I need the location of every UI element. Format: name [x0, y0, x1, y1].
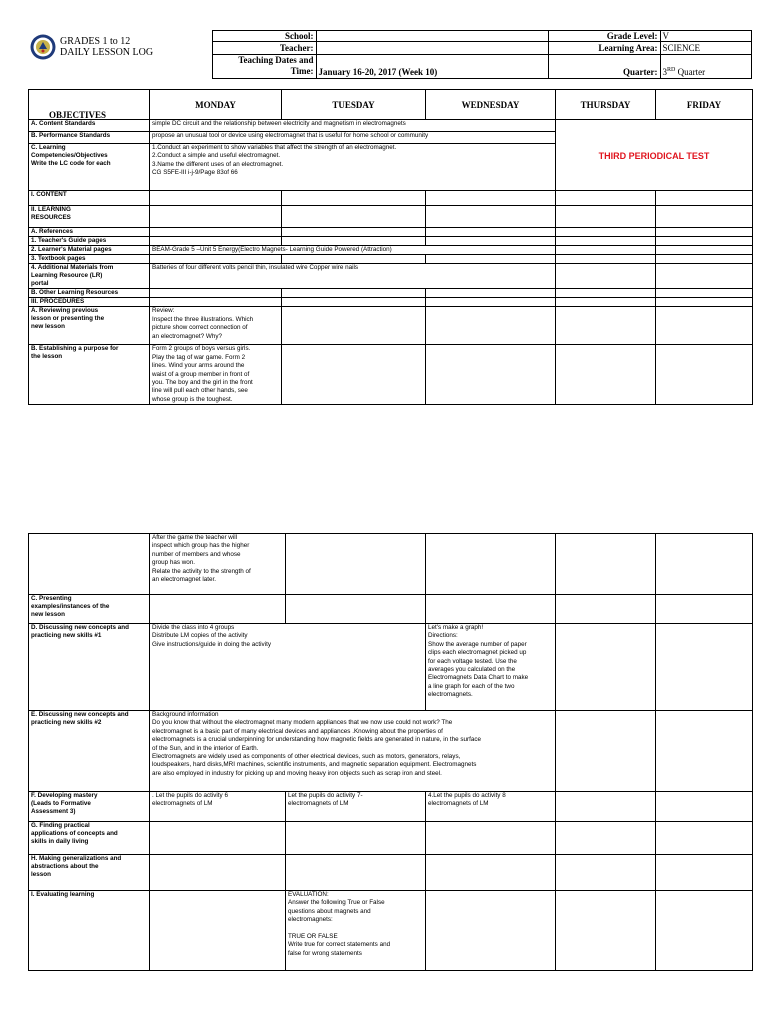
cell-line: E. Discussing new concepts and — [31, 711, 129, 718]
table-row — [29, 624, 753, 711]
cell-line: EVALUATION: — [288, 891, 329, 898]
table-row — [29, 206, 753, 228]
monday-cell[interactable] — [150, 228, 282, 237]
wednesday-cell[interactable] — [426, 595, 556, 624]
monday-cell[interactable] — [150, 345, 282, 405]
cell-line: for each voltage tested. Use the — [428, 657, 517, 665]
monday-cell[interactable] — [150, 624, 426, 711]
cell-line: Inspect the three illustrations. Which — [152, 315, 254, 323]
row-label — [29, 792, 150, 822]
friday-cell[interactable] — [656, 206, 753, 228]
thursday-cell[interactable] — [556, 534, 656, 595]
table-row — [29, 855, 753, 891]
days-header-row — [29, 90, 753, 120]
table-row — [29, 120, 753, 132]
wednesday-cell[interactable] — [426, 289, 556, 298]
monday-cell[interactable]: Batteries of four different volts pencil thin, insulated wire Copper wire nails — [150, 264, 556, 289]
monday-cell[interactable] — [150, 792, 286, 822]
table-row — [29, 298, 753, 307]
tuesday-cell[interactable] — [282, 298, 426, 307]
friday-cell[interactable] — [656, 237, 753, 246]
thursday-cell[interactable] — [556, 792, 656, 822]
tuesday-cell[interactable] — [282, 206, 426, 228]
wednesday-cell[interactable] — [426, 307, 556, 345]
tuesday-cell[interactable] — [286, 855, 426, 891]
cell-line: electromagnets. — [428, 691, 473, 699]
thursday-cell[interactable] — [556, 264, 656, 289]
thursday-cell[interactable] — [556, 711, 656, 792]
tuesday-cell[interactable] — [282, 228, 426, 237]
title-line-2: DAILY LESSON LOG — [60, 46, 154, 58]
cell-line: of the Sun, and in the interior of Earth. — [152, 744, 259, 752]
table-row — [29, 534, 753, 595]
cell-line: Relate the activity to the strength of — [152, 567, 251, 575]
cell-line: CG S5FE-III i-j-9/Page 83of 66 — [152, 169, 238, 177]
wednesday-cell[interactable] — [426, 237, 556, 246]
row-label — [29, 595, 150, 624]
row-label — [29, 534, 150, 595]
thursday-cell[interactable] — [556, 891, 656, 971]
cell-line: new lesson — [31, 611, 65, 618]
cell-line: portal — [31, 280, 49, 288]
cell-line: C. Presenting — [31, 595, 72, 602]
cell-line: are also employed in industry for picking up and moving heavy iron objects such as scrap iron and steel. — [152, 769, 442, 777]
lesson-log-table-1 — [28, 89, 753, 405]
cell-line: 4. Additional Materials from — [31, 264, 114, 272]
objectives-heading: OBJECTIVES — [49, 110, 107, 120]
cell-line: Directions: — [428, 632, 458, 640]
friday-cell[interactable] — [656, 822, 753, 855]
row-label — [29, 624, 150, 711]
row-label — [29, 822, 150, 855]
cell-line: After the game the teacher will — [152, 534, 238, 541]
cell-line: an electromagnet later. — [152, 576, 217, 584]
day-header-monday: MONDAY — [150, 90, 282, 120]
title-line-1: GRADES 1 to 12 — [60, 35, 131, 47]
row-label — [29, 144, 150, 191]
cell-line: Give instructions/guide in doing the activity — [152, 640, 272, 648]
cell-line: lines. Wind your arms around the — [152, 362, 245, 370]
row-label: 2. Learner's Material pages — [29, 246, 150, 255]
cell-line: Answer the following True or False — [288, 899, 385, 907]
cell-line: clips each electromagnet picked up — [428, 649, 527, 657]
table-row — [29, 264, 753, 289]
friday-cell[interactable] — [656, 255, 753, 264]
cell-line: Electromagnets Data Chart to make — [428, 674, 529, 682]
school-label: School: — [212, 31, 316, 42]
friday-cell[interactable] — [656, 624, 753, 711]
wednesday-cell[interactable] — [426, 822, 556, 855]
header-table — [28, 30, 752, 79]
friday-cell[interactable] — [656, 228, 753, 237]
cell-line: electromagnets of LM — [428, 800, 489, 808]
table-row — [29, 246, 753, 255]
cell-line: Let the pupils do activity 7- — [288, 792, 363, 799]
cell-line: you. The boy and the girl in the front — [152, 379, 253, 387]
cell-line: picture show correct connection of — [152, 324, 248, 332]
friday-cell[interactable] — [656, 711, 753, 792]
wednesday-cell[interactable] — [426, 191, 556, 206]
thursday-cell[interactable] — [556, 289, 656, 298]
friday-cell[interactable] — [656, 191, 753, 206]
cell-line: averages you calculated on the — [428, 666, 516, 674]
cell-line: . Let the pupils do activity 6 — [152, 792, 228, 799]
tuesday-cell[interactable] — [282, 345, 426, 405]
tuesday-cell[interactable] — [286, 792, 426, 822]
wednesday-cell[interactable] — [426, 298, 556, 307]
learning-area-label: Learning Area: — [548, 42, 660, 55]
third-periodical-test-label: THIRD PERIODICAL TEST — [598, 151, 710, 161]
cell-line: questions about magnets and — [288, 907, 371, 915]
cell-line: lesson — [31, 871, 51, 878]
monday-cell[interactable] — [150, 289, 282, 298]
tuesday-cell[interactable] — [286, 891, 426, 971]
table-row — [29, 792, 753, 822]
quarter-word: Quarter — [675, 67, 706, 77]
cell-line: B. Establishing a purpose for — [31, 345, 119, 353]
cell-line: electromagnets: — [288, 916, 333, 924]
friday-cell[interactable] — [656, 534, 753, 595]
cell-line: an electromagnet? Why? — [152, 332, 223, 340]
teaching-dates-label-2: Time: — [290, 66, 314, 76]
friday-cell[interactable] — [656, 264, 753, 289]
quarter-suffix: RD — [667, 67, 676, 73]
day-header-wednesday: WEDNESDAY — [426, 90, 556, 120]
table-row — [29, 289, 753, 298]
thursday-cell[interactable] — [556, 191, 656, 206]
cell-line: F. Developing mastery — [31, 792, 98, 799]
wednesday-cell[interactable] — [426, 228, 556, 237]
row-label: A. References — [29, 228, 150, 237]
cell-line: (Leads to Formative — [31, 800, 91, 807]
monday-cell[interactable] — [150, 191, 282, 206]
cell-line: 3.Name the different uses of an electromagnet. — [152, 160, 284, 168]
tuesday-cell[interactable] — [282, 307, 426, 345]
cell-line: Play the tag of war game. Form 2 — [152, 353, 246, 361]
lesson-log-table-2 — [28, 533, 753, 971]
friday-cell[interactable] — [656, 891, 753, 971]
third-periodical-test-cell — [556, 120, 753, 191]
row-label: A. Content Standards — [29, 120, 150, 132]
row-label: 1. Teacher's Guide pages — [29, 237, 150, 246]
table-row — [29, 595, 753, 624]
wednesday-cell[interactable] — [426, 792, 556, 822]
row-label — [29, 264, 150, 289]
cell-line: loudspeakers, hard disks,MRI machines, scientific instruments, and magnetic separation equipment. Electromagnets — [152, 761, 477, 769]
cell-line: applications of concepts and — [31, 830, 118, 837]
monday-cell[interactable] — [150, 255, 282, 264]
wednesday-cell[interactable] — [426, 255, 556, 264]
thursday-cell[interactable] — [556, 298, 656, 307]
day-header-friday: FRIDAY — [656, 90, 753, 120]
monday-cell[interactable]: BEAM-Grade 5 –Unit 5 Energy(Electro Magnets- Learning Guide Powered (Attraction) — [150, 246, 556, 255]
wednesday-cell[interactable] — [426, 624, 556, 711]
wednesday-cell[interactable] — [426, 891, 556, 971]
monday-cell[interactable] — [150, 711, 556, 792]
quarter-label: Quarter: — [548, 55, 660, 79]
table-row — [29, 191, 753, 206]
thursday-cell[interactable] — [556, 345, 656, 405]
grade-level-label: Grade Level: — [548, 31, 660, 42]
cell-line: Background information — [152, 711, 219, 718]
table-row — [29, 822, 753, 855]
cell-line: group has won. — [152, 559, 196, 567]
table-row — [29, 228, 753, 237]
cell-line: Learning Resource (LR) — [31, 272, 103, 280]
tuesday-cell[interactable] — [282, 255, 426, 264]
cell-line: false for wrong statements — [288, 949, 362, 957]
row-label — [29, 307, 150, 345]
monday-cell[interactable] — [150, 307, 282, 345]
friday-cell[interactable] — [656, 298, 753, 307]
friday-cell[interactable] — [656, 595, 753, 624]
monday-cell[interactable] — [150, 891, 286, 971]
cell-line: electromagnets of LM — [288, 800, 349, 808]
tuesday-cell[interactable] — [286, 534, 426, 595]
cell-line: number of members and whose — [152, 550, 241, 558]
school-value[interactable] — [316, 31, 548, 42]
tuesday-cell[interactable] — [286, 595, 426, 624]
monday-cell[interactable] — [150, 298, 282, 307]
table-row — [29, 255, 753, 264]
cell-line: examples/instances of the — [31, 603, 110, 610]
cell-line: D. Discussing new concepts and — [31, 624, 129, 631]
cell-line: abstractions about the — [31, 863, 99, 870]
monday-cell[interactable] — [150, 855, 286, 891]
cell-line: new lesson — [31, 323, 65, 331]
cell-line: Write the LC code for each — [31, 160, 111, 167]
friday-cell[interactable] — [656, 307, 753, 345]
thursday-cell[interactable] — [556, 855, 656, 891]
row-label — [29, 345, 150, 405]
thursday-cell[interactable] — [556, 228, 656, 237]
friday-cell[interactable] — [656, 289, 753, 298]
monday-cell[interactable] — [150, 595, 286, 624]
row-label: B. Other Learning Resources — [29, 289, 150, 298]
row-label — [29, 206, 150, 228]
cell-line: Review: — [152, 307, 175, 315]
cell-line — [288, 925, 423, 933]
monday-cell[interactable] — [150, 237, 282, 246]
cell-line: Competencies/Objectives — [31, 152, 108, 159]
cell-line: a line graph for each of the two — [428, 682, 515, 690]
cell-line: line will pull each other hands, see — [152, 387, 248, 395]
tuesday-cell[interactable] — [282, 191, 426, 206]
monday-cell[interactable] — [150, 144, 556, 191]
wednesday-cell[interactable] — [426, 345, 556, 405]
thursday-cell[interactable] — [556, 237, 656, 246]
cell-line: Let's make a graph! — [428, 624, 484, 631]
thursday-cell[interactable] — [556, 624, 656, 711]
teaching-dates-value[interactable]: January 16-20, 2017 (Week 10) — [316, 55, 548, 79]
cell-line: the lesson — [31, 353, 63, 361]
row-label: B. Performance Standards — [29, 132, 150, 144]
cell-line: whose group is the toughest. — [152, 395, 233, 403]
row-label — [29, 711, 150, 792]
tuesday-cell[interactable] — [286, 822, 426, 855]
row-label — [29, 855, 150, 891]
cell-line: skills in daily living — [31, 838, 89, 845]
monday-cell[interactable]: simple DC circuit and the relationship between electricity and magnetism in electromagnets — [150, 120, 556, 132]
row-label: I. CONTENT — [29, 191, 150, 206]
cell-line: C. Learning — [31, 144, 66, 151]
cell-line: lesson or presenting the — [31, 315, 105, 323]
monday-cell[interactable] — [150, 206, 282, 228]
cell-line: II. LEARNING — [31, 206, 71, 213]
thursday-cell[interactable] — [556, 255, 656, 264]
thursday-cell[interactable] — [556, 822, 656, 855]
cell-line: Form 2 groups of boys versus girls. — [152, 345, 251, 353]
cell-line: inspect which group has the higher — [152, 542, 250, 550]
teaching-dates-label — [212, 55, 316, 79]
row-label: I. Evaluating learning — [29, 891, 150, 971]
row-label: III. PROCEDURES — [29, 298, 150, 307]
friday-cell[interactable] — [656, 246, 753, 255]
monday-cell[interactable] — [150, 822, 286, 855]
friday-cell[interactable] — [656, 345, 753, 405]
teacher-label: Teacher: — [212, 42, 316, 55]
thursday-cell[interactable] — [556, 595, 656, 624]
cell-line: Show the average number of paper — [428, 640, 527, 648]
table-row — [29, 237, 753, 246]
monday-cell[interactable] — [150, 534, 286, 595]
cell-line: Divide the class into 4 groups — [152, 624, 235, 631]
thursday-cell[interactable] — [556, 246, 656, 255]
cell-line: 1.Conduct an experiment to show variables that affect the strength of an electromagnet. — [152, 144, 397, 151]
friday-cell[interactable] — [656, 792, 753, 822]
monday-cell[interactable]: propose an unusual tool or device using electromagnet that is useful for home school or community — [150, 132, 556, 144]
cell-line: electromagnets of LM — [152, 800, 213, 808]
cell-line: Electromagnets are widely used as components of other electrical devices, such as motors, generators, relays, — [152, 753, 461, 761]
cell-line: Assessment 3) — [31, 808, 76, 815]
cell-line: Distribute LM copies of the activity — [152, 632, 248, 640]
cell-line: TRUE OR FALSE — [288, 933, 338, 941]
table-row — [29, 345, 753, 405]
cell-line: Write true for correct statements and — [288, 941, 391, 949]
cell-line: H. Making generalizations and — [31, 855, 122, 862]
table-row — [29, 307, 753, 345]
wednesday-cell[interactable] — [426, 534, 556, 595]
cell-line: RESOURCES — [31, 214, 71, 221]
cell-line: G. Finding practical — [31, 822, 90, 829]
cell-line: A. Reviewing previous — [31, 307, 99, 315]
tuesday-cell[interactable] — [282, 237, 426, 246]
cell-line: practicing new skills #2 — [31, 719, 102, 726]
row-label: 3. Textbook pages — [29, 255, 150, 264]
teacher-value[interactable] — [316, 42, 548, 55]
table-row — [29, 891, 753, 971]
cell-line: waist of a group member in front of — [152, 370, 250, 378]
tuesday-cell[interactable] — [282, 289, 426, 298]
thursday-cell[interactable] — [556, 206, 656, 228]
cell-line: 4.Let the pupils do activity 8 — [428, 792, 506, 799]
table-row — [29, 711, 753, 792]
day-header-thursday: THURSDAY — [556, 90, 656, 120]
wednesday-cell[interactable] — [426, 206, 556, 228]
wednesday-cell[interactable] — [426, 855, 556, 891]
thursday-cell[interactable] — [556, 307, 656, 345]
cell-line: Do you know that without the electromagnet many modern appliances that we now use could not work? The — [152, 719, 453, 727]
quarter-value[interactable] — [660, 55, 751, 79]
cell-line: practicing new skills #1 — [31, 632, 102, 639]
cell-line: electromagnets is a crucial underpinning for understanding how magnetic fields are generated in nature, in the surface — [152, 736, 482, 744]
learning-area-value[interactable]: SCIENCE — [660, 42, 751, 55]
friday-cell[interactable] — [656, 855, 753, 891]
grade-level-value[interactable]: V — [660, 31, 751, 42]
teaching-dates-label-1: Teaching Dates and — [238, 55, 314, 65]
day-header-tuesday: TUESDAY — [282, 90, 426, 120]
cell-line: 2.Conduct a simple and useful electromagnet. — [152, 152, 281, 160]
quarter-number: 3 — [662, 67, 667, 77]
cell-line: electromagnet is a basic part of many electrical devices and appliances .Knowing about the properties of — [152, 727, 443, 735]
